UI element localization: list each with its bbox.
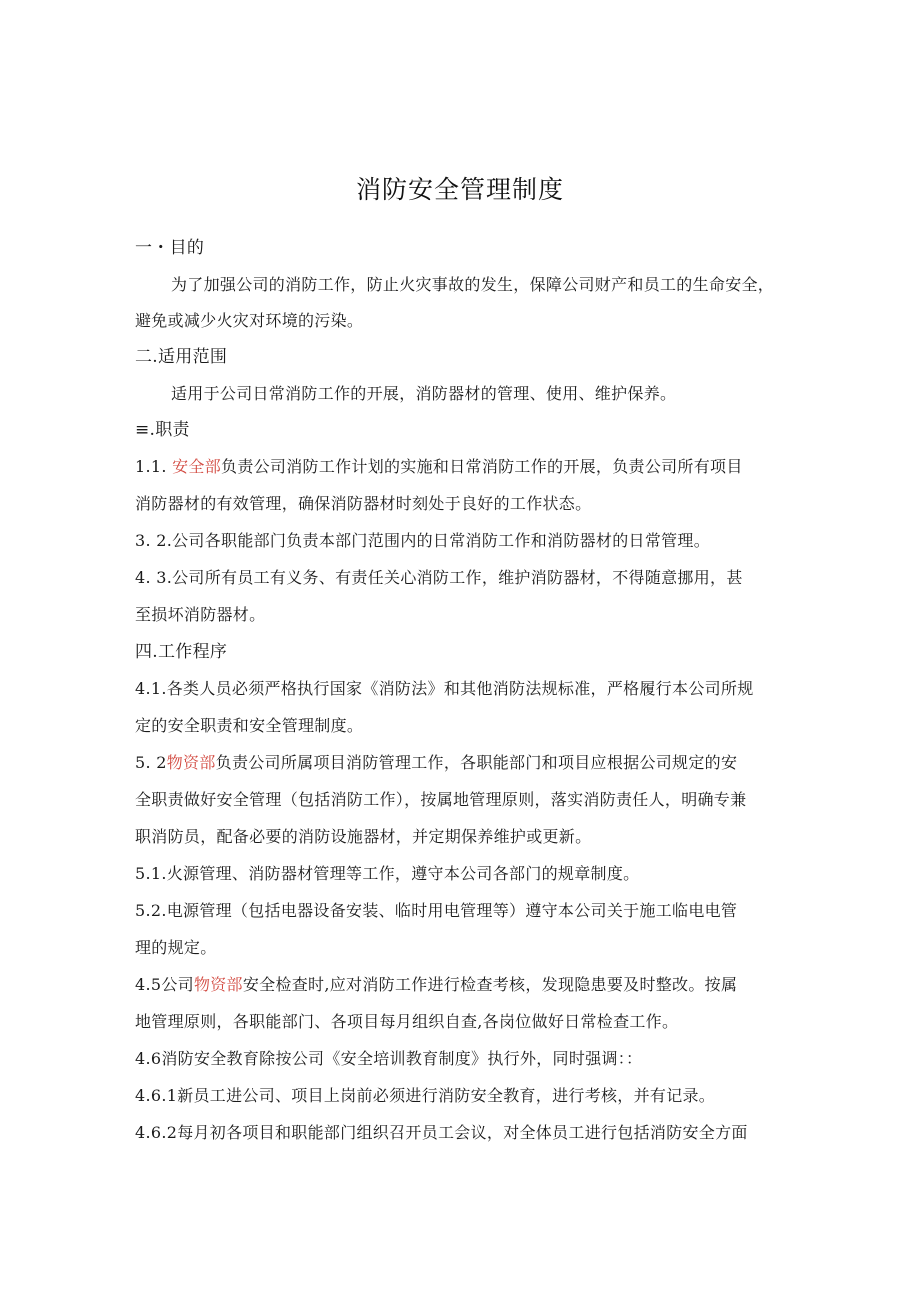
item-text: 负责公司所属项目消防管理工作，各职能部门和项目应根据公司规定的安: [215, 753, 738, 772]
section-1-heading: 一・目的: [135, 238, 205, 258]
section-4-item-1-line-1: 4.1.各类人员必须严格执行国家《消防法》和其他消防法规标准，严格履行本公司所规: [135, 679, 754, 698]
section-4-item-2-line-3: 职消防员，配备必要的消防设施器材，并定期保养维护或更新。: [135, 827, 592, 846]
section-4-item-7: 4.6.1新员工进公司、项目上岗前必须进行消防安全教育，进行考核，并有记录。: [135, 1086, 716, 1105]
highlighted-department: 安全部: [172, 457, 222, 476]
section-4-item-8: 4.6.2每月初各项目和职能部门组织召开员工会议，对全体员工进行包括消防安全方面: [135, 1123, 748, 1142]
section-4-item-2-line-2: 全职责做好安全管理（包括消防工作），按属地管理原则，落实消防责任人，明确专兼: [135, 790, 747, 809]
section-4-item-4-line-1: 5.2.电源管理（包括电器设备安装、临时用电管理等）遵守本公司关于施工临电电管: [135, 901, 738, 920]
item-number: 1.1.: [135, 457, 173, 476]
section-1-paragraph-line-1: 为了加强公司的消防工作，防止火灾事故的发生，保障公司财产和员工的生命安全，: [171, 275, 775, 294]
section-3-item-3-line-1: 4. 3.公司所有员工有义务、有责任关心消防工作，维护消防器材，不得随意挪用，甚: [135, 568, 743, 587]
section-3-item-1-line-2: 消防器材的有效管理，确保消防器材时刻处于良好的工作状态。: [135, 494, 592, 513]
item-text: 负责公司消防工作计划的实施和日常消防工作的开展，负责公司所有项目: [221, 457, 743, 476]
section-4-item-5-line-2: 地管理原则，各职能部门、各项目每月组织自查,各岗位做好日常检查工作。: [135, 1012, 679, 1031]
section-4-item-5-line-1: [135, 974, 737, 996]
section-3-item-3-line-2: 至损坏消防器材。: [135, 605, 266, 624]
section-4-item-2-line-1: [135, 752, 737, 774]
section-3-item-2: 3. 2.公司各职能部门负责本部门范围内的日常消防工作和消防器材的日常管理。: [135, 531, 711, 550]
section-3-heading: ≡.职责: [135, 420, 190, 440]
section-3-item-1-line-1: [135, 456, 743, 478]
section-4-item-1-line-2: 定的安全职责和安全管理制度。: [135, 716, 364, 735]
section-1-paragraph-line-2: 避免或减少火灾对环境的污染。: [135, 311, 364, 330]
section-4-heading: 四.工作程序: [135, 642, 228, 662]
section-4-item-4-line-2: 理的规定。: [135, 938, 217, 957]
item-text: 安全检查时,应对消防工作进行检查考核，发现隐患要及时整改。按属: [242, 975, 738, 994]
section-4-item-3: 5.1.火源管理、消防器材管理等工作，遵守本公司各部门的规章制度。: [135, 864, 640, 883]
section-2-heading: 二.适用范围: [135, 347, 228, 367]
section-4-item-6: 4.6消防安全教育除按公司《安全培训教育制度》执行外，同时强调：：: [135, 1049, 643, 1068]
item-number: 4.5公司: [135, 975, 194, 994]
document-title: 消防安全管理制度: [355, 175, 564, 204]
highlighted-department: 物资部: [166, 753, 216, 772]
item-number: 5. 2: [135, 753, 167, 772]
section-2-paragraph: 适用于公司日常消防工作的开展，消防器材的管理、使用、维护保养。: [171, 384, 677, 403]
highlighted-department: 物资部: [193, 975, 243, 994]
